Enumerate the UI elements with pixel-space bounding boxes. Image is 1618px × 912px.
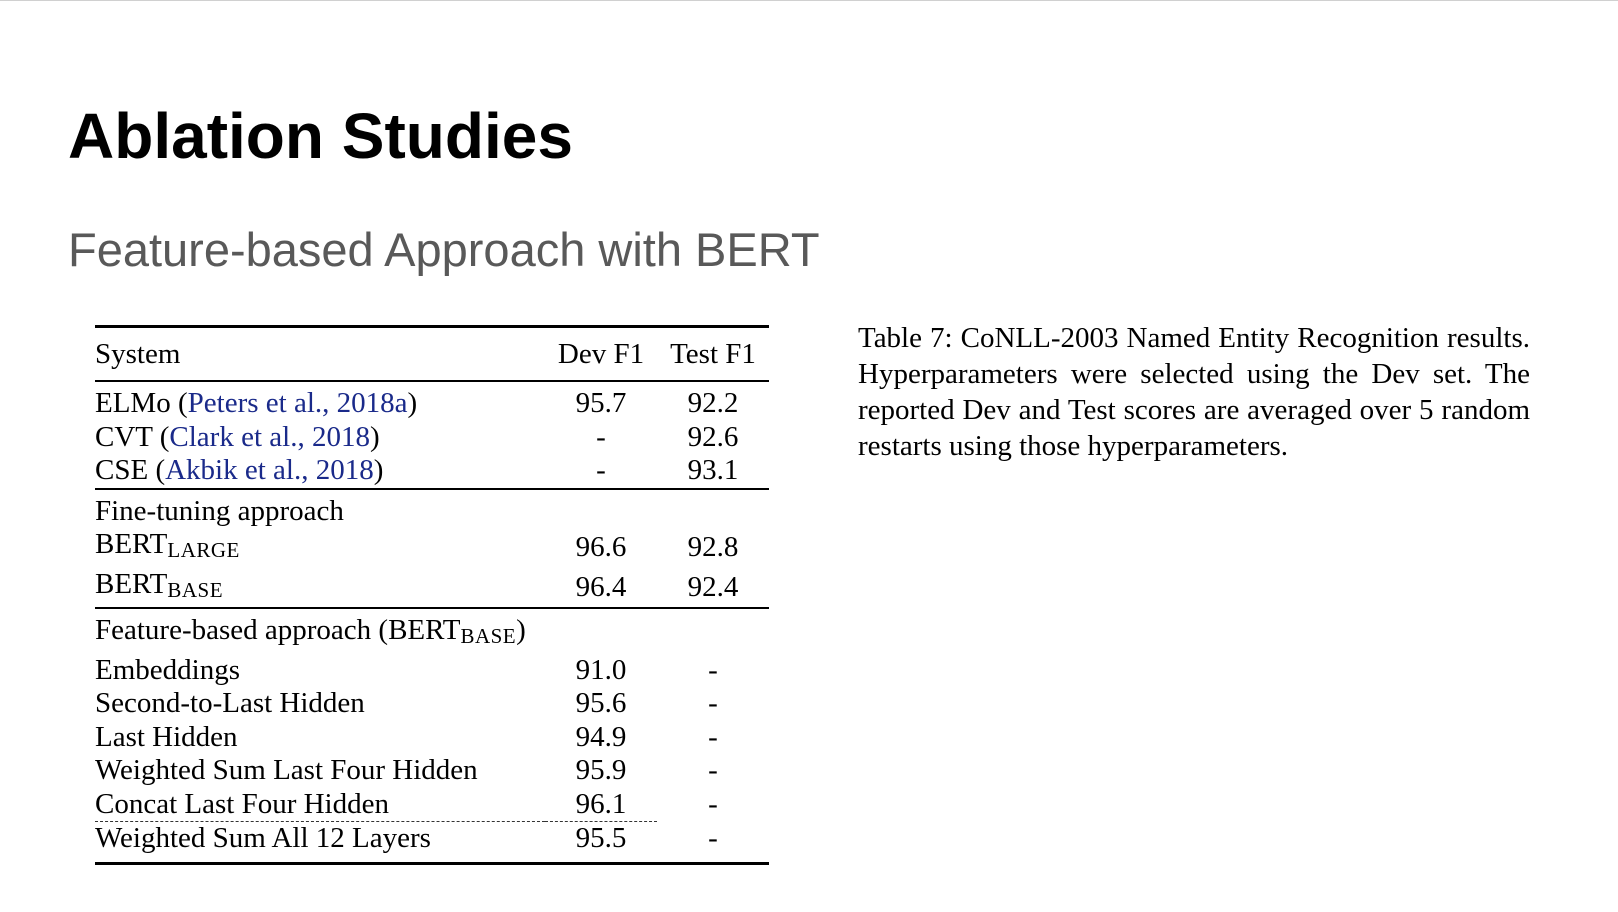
test-f1-value: 92.8 [687,531,739,563]
top-border [0,0,1618,1]
system-name: BERT [95,567,168,600]
system-name: CSE [95,454,149,486]
table-row [95,822,769,864]
citation-link[interactable]: Clark et al., 2018 [169,420,370,453]
test-f1-value: - [708,720,718,753]
row-system: Second-to-Last Hidden [95,687,365,719]
test-f1-value: - [708,687,718,719]
row-system [95,568,545,609]
dev-f1-value: 95.7 [575,387,627,419]
header-dev-f1: Dev F1 [557,338,645,370]
system-name: ELMo [95,387,171,419]
dev-f1-value: - [545,454,657,489]
header-test-f1: Test F1 [670,338,756,370]
table-row [95,568,769,609]
test-f1-value: 92.6 [687,420,739,453]
slide-title: Ablation Studies [68,100,573,172]
row-system: ELMo (Peters et al., 2018a) [95,387,418,419]
table-caption: Table 7: CoNLL-2003 Named Entity Recognition results. Hyperparameters were selected using the Dev set. The reported Dev and Test scores are averaged over 5 random restarts using those hyperparameters. [858,322,1530,462]
citation-link[interactable]: Peters et al., 2018a [187,387,408,419]
dev-f1-value: 96.4 [545,568,657,609]
row-system: Weighted Sum All 12 Layers [95,822,545,864]
table-row [95,454,769,489]
header-system: System [95,338,181,370]
dev-f1-value: 95.6 [575,687,627,719]
model-size-subscript: BASE [460,624,517,648]
section-label-feature-based [95,608,769,654]
table-row [95,381,769,421]
section-label-close: ) [516,614,526,646]
row-system: CVT (Clark et al., 2018) [95,420,380,453]
citation-link[interactable]: Akbik et al., 2018 [165,454,374,486]
results-table-image [95,325,769,865]
dev-f1-value: 91.0 [575,653,627,686]
dev-f1-value: 94.9 [575,720,627,753]
section-label-fine-tuning: Fine-tuning approach [95,494,344,527]
test-f1-value: - [657,822,769,864]
row-system: Weighted Sum Last Four Hidden [95,754,478,786]
table-row [95,421,769,455]
section-label-row [95,608,769,654]
model-size-subscript: BASE [167,577,224,602]
table-row [95,721,769,755]
dev-f1-value: 96.6 [575,531,627,563]
test-f1-best-value: 93.1 [657,454,769,489]
table-row [95,528,769,568]
test-f1-value: - [708,653,718,686]
test-f1-value: 92.4 [657,568,769,609]
slide-subtitle: Feature-based Approach with BERT [68,223,820,276]
dev-f1-value: - [596,420,606,453]
test-f1-value: - [708,787,718,820]
results-table [95,325,769,865]
dev-f1-value: 95.5 [545,822,657,864]
table-header-row [95,327,769,382]
row-system: Last Hidden [95,720,238,753]
table-row [95,687,769,721]
row-system: Concat Last Four Hidden [95,787,389,820]
test-f1-value: - [708,754,718,786]
table-row [95,754,769,788]
dev-f1-value: 95.9 [575,754,627,786]
table-row [95,654,769,688]
row-system [95,528,545,568]
system-name: BERT [95,528,168,560]
section-label-text: Feature-based approach (BERT [95,614,461,646]
section-label-row [95,489,769,529]
row-system: Embeddings [95,653,240,686]
system-name: CVT [95,420,153,453]
model-size-subscript: LARGE [167,538,240,562]
table-row [95,788,769,822]
test-f1-value: 92.2 [687,387,739,419]
row-system: CSE (Akbik et al., 2018) [95,454,545,489]
dev-f1-value: 96.1 [575,787,627,820]
